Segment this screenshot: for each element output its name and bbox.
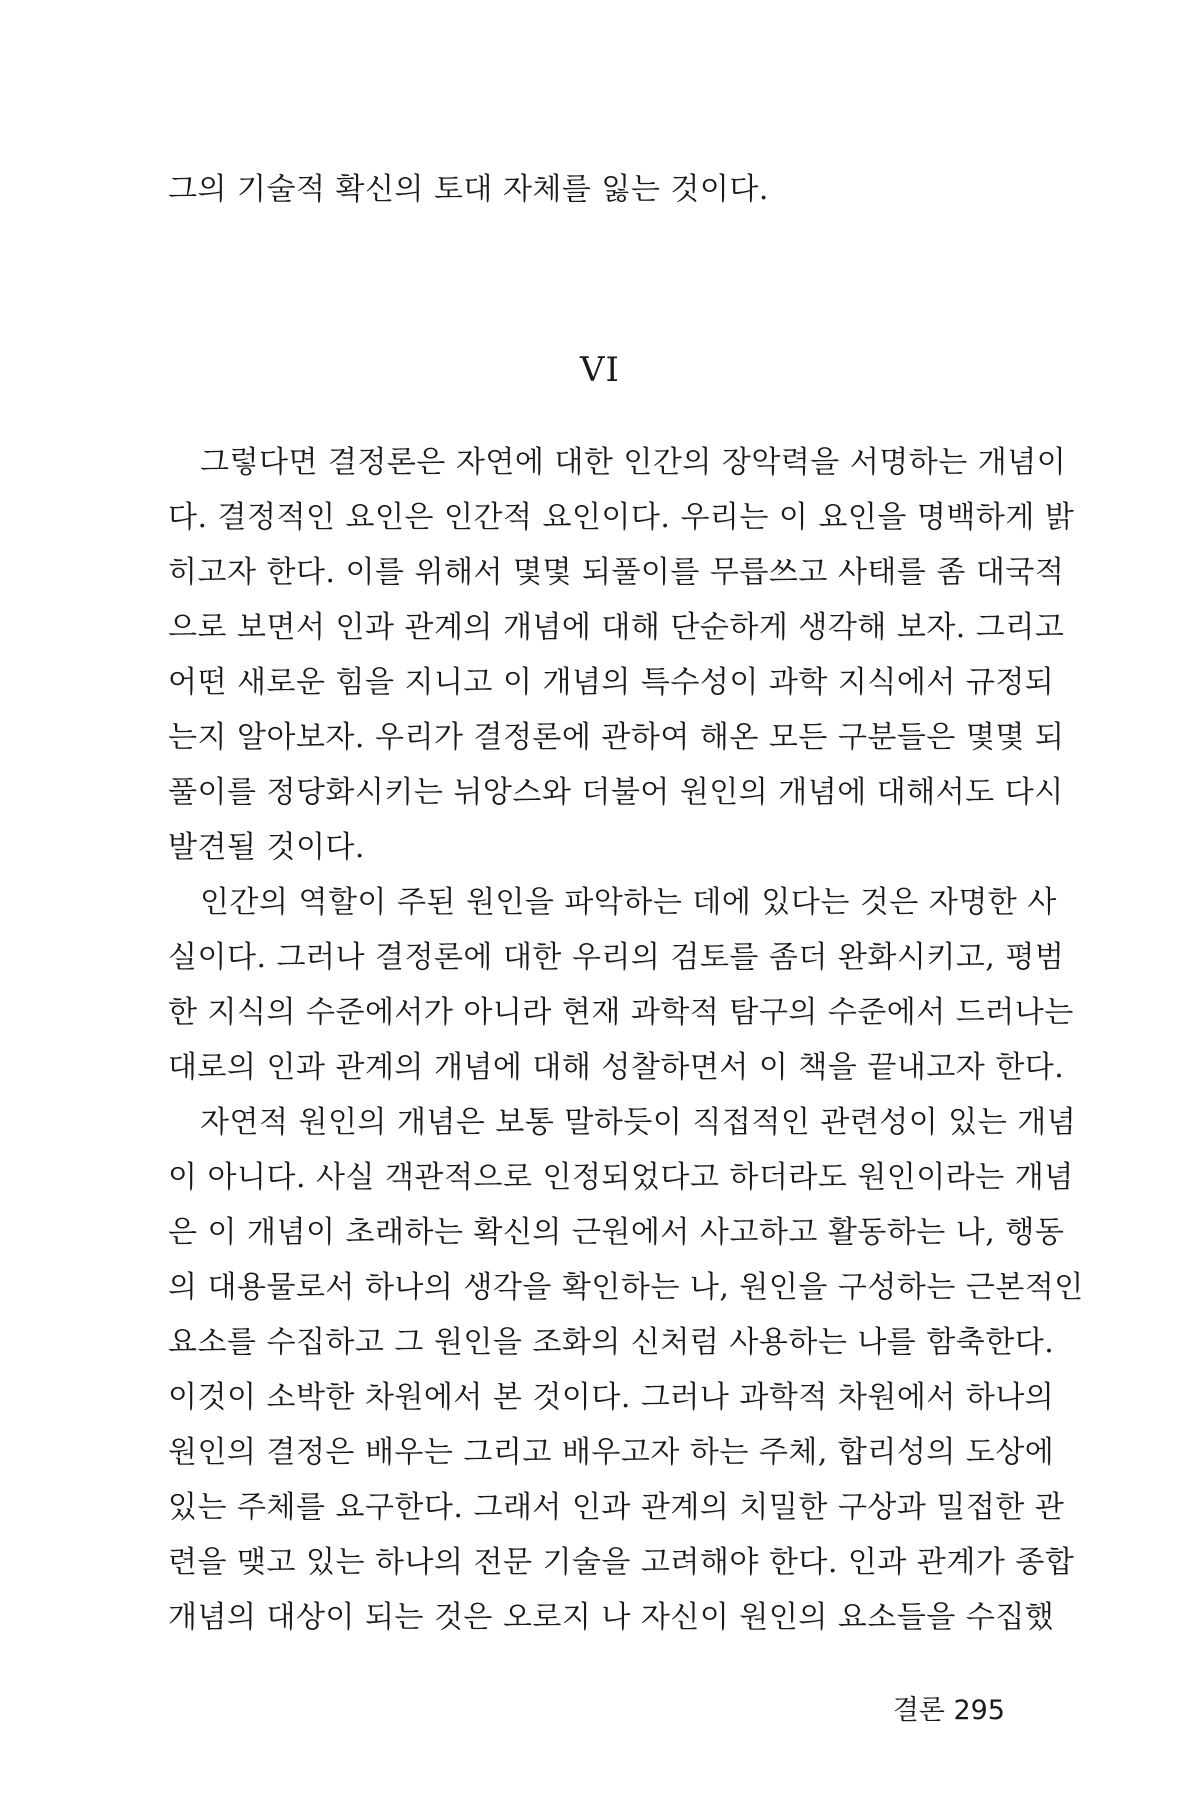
paragraph-line: 어떤 새로운 힘을 지니고 이 개념의 특수성이 과학 지식에서 규정되 <box>168 665 1055 700</box>
paragraph-line: 대로의 인과 관계의 개념에 대해 성찰하면서 이 책을 끝내고자 한다. <box>168 1050 1065 1085</box>
paragraph-line: 련을 맺고 있는 하나의 전문 기술을 고려해야 한다. 인과 관계가 종합 <box>168 1545 1075 1580</box>
paragraph-line: 자연적 원인의 개념은 보통 말하듯이 직접적인 관련성이 있는 개념 <box>200 1105 1077 1140</box>
page-footer <box>893 1693 1005 1729</box>
paragraph-line: 이것이 소박한 차원에서 본 것이다. 그러나 과학적 차원에서 하나의 <box>168 1380 1055 1415</box>
paragraph-line: 있는 주체를 요구한다. 그래서 인과 관계의 치밀한 구상과 밀접한 관 <box>168 1490 1065 1525</box>
continuation-line: 그의 기술적 확신의 토대 자체를 잃는 것이다. <box>168 172 769 207</box>
paragraph-line: 발견될 것이다. <box>168 830 365 865</box>
paragraph-line: 원인의 결정은 배우는 그리고 배우고자 하는 주체, 합리성의 도상에 <box>168 1435 1055 1470</box>
page-number: 295 <box>953 1695 1005 1726</box>
paragraph-line: 는지 알아보자. 우리가 결정론에 관하여 해온 모든 구분들은 몇몇 되 <box>168 720 1065 755</box>
paragraph-line: 실이다. 그러나 결정론에 대한 우리의 검토를 좀더 완화시키고, 평범 <box>168 940 1065 975</box>
paragraph-line: 요소를 수집하고 그 원인을 조화의 신처럼 사용하는 나를 함축한다. <box>168 1325 1055 1360</box>
footer-section-label: 결론 <box>892 1695 945 1726</box>
paragraph-line: 은 이 개념이 초래하는 확신의 근원에서 사고하고 활동하는 나, 행동 <box>168 1215 1065 1250</box>
section-heading: VI <box>580 350 620 390</box>
paragraph-line: 의 대용물로서 하나의 생각을 확인하는 나, 원인을 구성하는 근본적인 <box>168 1270 1084 1305</box>
paragraph-line: 이 아니다. 사실 객관적으로 인정되었다고 하더라도 원인이라는 개념 <box>168 1160 1074 1195</box>
paragraph-line: 풀이를 정당화시키는 뉘앙스와 더불어 원인의 개념에 대해서도 다시 <box>168 775 1064 810</box>
paragraph-line: 그렇다면 결정론은 자연에 대한 인간의 장악력을 서명하는 개념이 <box>200 445 1067 480</box>
paragraph-line: 개념의 대상이 되는 것은 오로지 나 자신이 원인의 요소들을 수집했 <box>168 1600 1055 1635</box>
paragraph-line: 히고자 한다. 이를 위해서 몇몇 되풀이를 무릅쓰고 사태를 좀 대국적 <box>168 555 1065 590</box>
paragraph-line: 인간의 역할이 주된 원인을 파악하는 데에 있다는 것은 자명한 사 <box>200 885 1057 920</box>
paragraph-line: 으로 보면서 인과 관계의 개념에 대해 단순하게 생각해 보자. 그리고 <box>168 610 1065 645</box>
paragraph-line: 한 지식의 수준에서가 아니라 현재 과학적 탐구의 수준에서 드러나는 <box>168 995 1074 1030</box>
paragraph-line: 다. 결정적인 요인은 인간적 요인이다. 우리는 이 요인을 명백하게 밝 <box>168 500 1075 535</box>
